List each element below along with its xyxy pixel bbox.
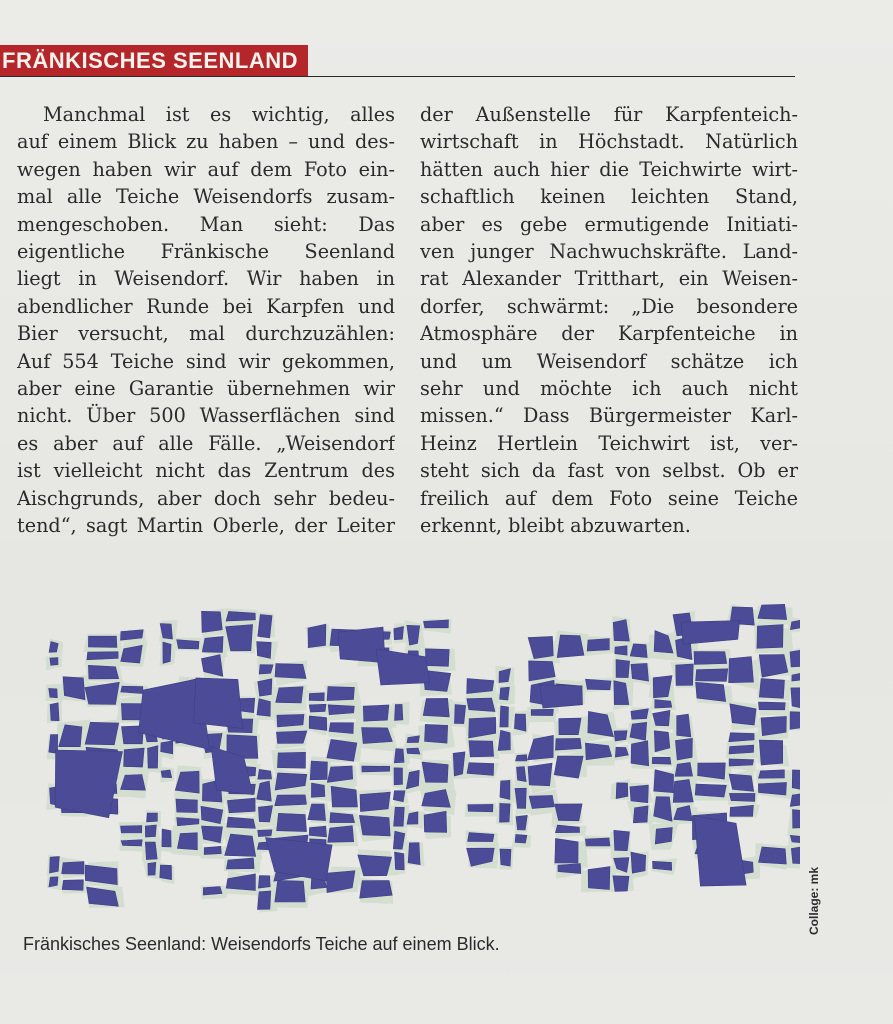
pond [121, 686, 143, 693]
pond [258, 876, 270, 889]
pond [729, 657, 754, 683]
article-line: Bier versucht, mal durchzuzählen: [17, 322, 395, 346]
pond [360, 881, 393, 899]
pond [423, 698, 449, 717]
article-line: erkennt, bleibt abzuwarten. [420, 514, 691, 538]
pond [696, 669, 728, 682]
article-line: wirtschaft in Höchstadt. Natürlich [420, 130, 798, 154]
section-rule [0, 76, 795, 77]
article-line: missen.“ Dass Bürgermeister Karl- [420, 404, 798, 428]
pond [529, 795, 554, 808]
article-column-left [17, 101, 395, 540]
pond [226, 611, 255, 621]
pond [176, 799, 198, 813]
pond [163, 642, 171, 663]
pond [148, 746, 158, 769]
pond [275, 880, 305, 902]
pond [309, 704, 326, 712]
pond [394, 768, 403, 785]
article-column-right [420, 101, 798, 540]
article-line: aber es gebe ermutigende Initiati- [420, 212, 798, 236]
article-line: sehr und möchte ich auch nicht [420, 377, 798, 401]
pond [194, 678, 243, 729]
pond [759, 847, 787, 864]
pond [792, 770, 800, 790]
pond [311, 783, 325, 797]
pond [614, 830, 630, 850]
pond [652, 757, 671, 764]
pond [328, 705, 354, 715]
pond [759, 740, 782, 765]
pond [50, 658, 58, 666]
pond [62, 862, 84, 874]
pond [331, 786, 357, 807]
pond [500, 803, 511, 822]
pond [358, 855, 392, 876]
pond [500, 849, 511, 866]
pond [729, 733, 754, 742]
pond [500, 706, 509, 727]
pond [202, 611, 223, 632]
pond [615, 646, 627, 656]
pond [424, 811, 447, 832]
article-line: dorfer, schwärmt: „Die besondere [420, 294, 798, 318]
pond [309, 826, 326, 837]
pond [258, 615, 272, 638]
pond [275, 795, 307, 806]
pond [653, 861, 672, 870]
pond [50, 703, 59, 721]
pond [630, 722, 647, 740]
pond [327, 687, 354, 701]
pond [616, 783, 628, 799]
pond [516, 755, 527, 761]
article-line: Heinz Hertlein Teichwirt ist, ver- [420, 431, 798, 455]
article-line: Aischgrunds, aber doch sehr bedeu- [17, 486, 395, 510]
pond [516, 815, 527, 830]
pond [87, 652, 118, 660]
pond [467, 763, 494, 776]
pond [654, 731, 670, 752]
pond [515, 834, 527, 843]
pond [121, 840, 142, 846]
pond [559, 718, 581, 735]
pond [793, 810, 801, 829]
pond [394, 807, 405, 826]
pond [121, 775, 146, 791]
pond [694, 816, 746, 886]
pond [696, 682, 726, 701]
pond [258, 679, 272, 696]
pond [328, 826, 354, 843]
pond [681, 621, 740, 645]
pond [393, 791, 405, 802]
pond [162, 829, 171, 847]
pond [308, 624, 326, 648]
photo-credit: Collage: mk [807, 866, 821, 935]
pond [554, 756, 583, 778]
pond [277, 813, 307, 831]
pond [359, 815, 390, 836]
pond [729, 759, 754, 766]
pond [177, 640, 199, 649]
pond [362, 766, 390, 772]
article-line: hätten auch hier die Teichwirte wirt- [420, 157, 798, 181]
pond [500, 687, 510, 700]
pond [88, 665, 118, 679]
pond [49, 688, 58, 697]
pond [790, 712, 800, 730]
pond [613, 876, 629, 892]
pond [50, 856, 60, 873]
pond [204, 846, 221, 854]
article-line: ven junger Nachwuchskräfte. Land- [420, 240, 798, 264]
pond [177, 833, 197, 850]
article-line: es aber auf alle Fälle. „Weisendorf [17, 431, 395, 455]
pond [630, 785, 649, 803]
pond [147, 813, 158, 822]
pond [121, 826, 142, 833]
pond [363, 705, 389, 721]
pond [257, 699, 271, 717]
pond [614, 731, 627, 741]
pond [729, 793, 755, 801]
article-line: aber eine Garantie übernehmen wir [17, 377, 395, 401]
article-line: nicht. Über 500 Wasserflächen sind [17, 404, 395, 428]
pond [161, 770, 172, 778]
pond [761, 716, 786, 735]
pond [425, 724, 448, 743]
pond [408, 843, 420, 865]
pond [88, 636, 117, 647]
pond [227, 798, 255, 813]
pond [161, 741, 173, 754]
pond [145, 842, 157, 860]
pond [258, 830, 272, 837]
photo-caption: Fränkisches Seenland: Weisendorfs Teiche auf einem Blick. [23, 934, 500, 954]
pond [467, 698, 495, 712]
pond [557, 635, 584, 658]
pond [259, 665, 273, 674]
article-line: Manchmal ist es wichtig, alles [43, 103, 395, 126]
pond [49, 877, 58, 887]
article-line: liegt in Weisendorf. Wir haben in [17, 267, 395, 291]
pond [277, 714, 304, 727]
article-line: auf einem Blick zu haben – und des- [17, 130, 395, 154]
article-line: Atmosphäre der Karpfenteiche in [420, 322, 798, 346]
pond [758, 783, 786, 796]
pond [675, 762, 693, 776]
pond [203, 887, 222, 895]
pond [759, 702, 786, 710]
pond [395, 852, 405, 870]
pond [277, 752, 305, 768]
pond [558, 864, 581, 874]
article-line: schaftlich keinen leichten Stand, [420, 185, 798, 209]
article-line: Auf 554 Teiche sind wir gekommen, [17, 349, 395, 373]
pond [633, 806, 648, 823]
article-line: wegen haben wir auf dem Foto ein- [17, 157, 395, 181]
article-line: und um Weisendorf schätze ich [420, 349, 798, 373]
pond [540, 685, 583, 708]
pond [527, 735, 553, 760]
article-line: steht sich da fast von selbst. Ob er [420, 459, 798, 483]
pond [588, 867, 610, 890]
pond [500, 780, 510, 799]
pond [630, 644, 647, 658]
pond [329, 723, 354, 734]
pond [257, 891, 270, 910]
ponds-collage [40, 592, 800, 922]
pond [469, 741, 494, 757]
article-line: freilich auf dem Foto seine Teiche [420, 486, 798, 510]
article-line: eigentliche Fränkische Seenland [17, 240, 395, 264]
pond [62, 880, 83, 891]
article-line: rat Alexander Tritthart, ein Weisen- [420, 267, 798, 291]
pond [310, 761, 327, 780]
pond [631, 663, 649, 681]
pond [407, 748, 420, 754]
pond [729, 745, 754, 754]
pond [730, 805, 754, 816]
pond [759, 679, 784, 699]
article-line: ist vielleicht nicht das Zentrum des [17, 459, 395, 483]
pond [555, 738, 581, 750]
pond [276, 731, 307, 744]
pond [124, 748, 145, 767]
pond [49, 642, 58, 653]
article-line: mal alle Teiche Weisendorfs zusam- [17, 185, 395, 209]
pond [695, 784, 726, 797]
article-line: der Außenstelle für Karpfenteich- [420, 103, 798, 126]
pond [467, 679, 494, 694]
pond [468, 833, 494, 842]
article-line: abendlicher Runde bei Karpfen und [17, 294, 395, 318]
pond [729, 774, 754, 791]
pond [85, 722, 119, 745]
pond [468, 804, 493, 811]
pond [631, 741, 649, 766]
pond [758, 604, 787, 619]
pond [790, 650, 800, 667]
pond [424, 620, 449, 628]
pond [757, 625, 783, 649]
pond [587, 639, 609, 651]
pond [148, 862, 156, 875]
pond [514, 714, 526, 731]
pond [394, 627, 404, 640]
pond [616, 660, 630, 678]
pond [791, 688, 800, 709]
pond [407, 625, 420, 645]
pond [226, 858, 254, 869]
pond [694, 652, 727, 665]
pond [528, 763, 552, 786]
pond [309, 716, 327, 731]
section-tag: FRÄNKISCHES SEENLAND [0, 45, 308, 77]
pond [257, 642, 272, 659]
pond [202, 636, 223, 652]
pond [394, 749, 404, 763]
pond [395, 704, 403, 720]
pond [425, 649, 449, 667]
pond [276, 687, 303, 703]
pond [226, 625, 253, 651]
pond [145, 825, 156, 837]
pond [517, 767, 527, 782]
pond [675, 738, 692, 760]
pond [790, 835, 800, 843]
pond [631, 852, 646, 873]
pond [555, 804, 583, 821]
pond [454, 705, 465, 724]
article-line: mengeschoben. Man sieht: Das [17, 212, 395, 236]
pond [586, 679, 612, 690]
pond [677, 714, 691, 737]
pond [585, 838, 610, 846]
pond [160, 865, 172, 880]
pond [258, 769, 272, 779]
pond [791, 847, 800, 864]
pond [655, 828, 672, 845]
pond [362, 728, 393, 744]
pond [655, 700, 672, 709]
pond [531, 709, 553, 715]
article-line: tend“, sagt Martin Oberle, der Leiter [17, 514, 395, 538]
pond [555, 838, 578, 863]
pond [759, 770, 785, 778]
pond [676, 664, 694, 686]
pond [327, 739, 357, 761]
pond [422, 762, 448, 782]
pond [309, 693, 324, 701]
pond [360, 792, 390, 811]
pond [275, 664, 306, 679]
